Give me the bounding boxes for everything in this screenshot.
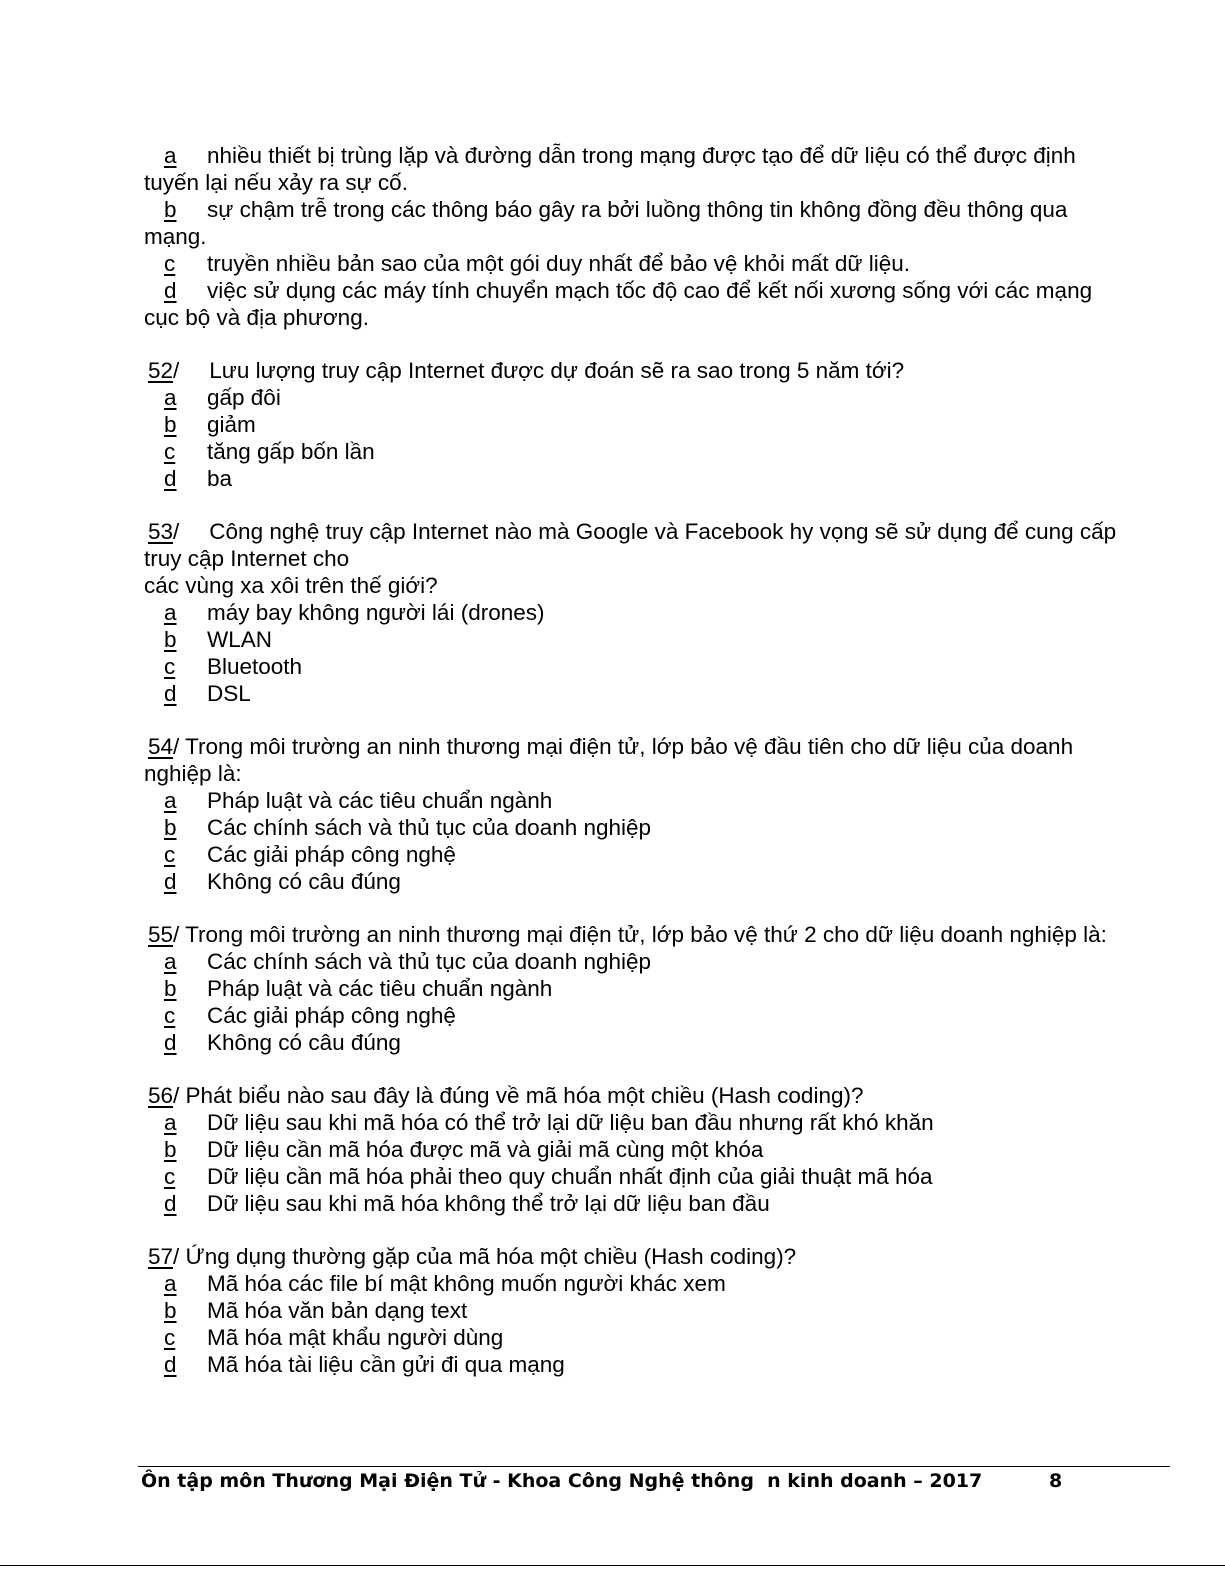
option-text: Các giải pháp công nghệ (207, 842, 456, 867)
option-a (144, 787, 1184, 814)
question-stem: 57/ Ứng dụng thường gặp của mã hóa một chiều (Hash coding)? (148, 1244, 797, 1269)
option-b (144, 975, 1184, 1002)
option-letter: d (164, 1352, 177, 1377)
question-text-continued: các vùng xa xôi trên thế giới? (144, 573, 438, 598)
option-c (144, 1002, 1184, 1029)
question-stem: 55/ Trong môi trường an ninh thương mại điện tử, lớp bảo vệ thứ 2 cho dữ liệu doanh nghiệp là: (148, 922, 1107, 947)
question-57 (144, 1243, 1184, 1378)
option-a (144, 384, 1184, 411)
question-text: Trong môi trường an ninh thương mại điện tử, lớp bảo vệ đầu tiên cho dữ liệu của doanh (185, 734, 1074, 759)
question-text-continued: truy cập Internet cho (144, 546, 350, 571)
option-letter: a (164, 1110, 177, 1135)
option-letter: c (164, 1164, 176, 1189)
option-text: Dữ liệu sau khi mã hóa không thể trở lại dữ liệu ban đầu (207, 1191, 770, 1216)
option-a (144, 142, 1184, 169)
option-text-continued: mạng. (144, 224, 207, 249)
page-bottom-edge (0, 1565, 1225, 1566)
option-c (144, 1163, 1184, 1190)
option-d (144, 277, 1184, 304)
option-a (144, 1109, 1184, 1136)
question-stem: 56/ Phát biểu nào sau đây là đúng về mã hóa một chiều (Hash coding)? (148, 1083, 864, 1108)
option-b (144, 1297, 1184, 1324)
option-text: tăng gấp bốn lần (207, 439, 375, 464)
option-letter: c (164, 1003, 176, 1028)
question-text: Ứng dụng thường gặp của mã hóa một chiều (Hash coding)? (185, 1244, 797, 1269)
option-letter: a (164, 143, 177, 168)
option-text: Các chính sách và thủ tục của doanh nghiệp (207, 815, 652, 840)
option-text: Pháp luật và các tiêu chuẩn ngành (207, 976, 553, 1001)
option-text: WLAN (207, 627, 273, 652)
option-d (144, 1029, 1184, 1056)
question-text: Trong môi trường an ninh thương mại điện tử, lớp bảo vệ thứ 2 cho dữ liệu doanh nghiệp là: (185, 922, 1107, 947)
option-text: Dữ liệu cần mã hóa phải theo quy chuẩn nhất định của giải thuật mã hóa (207, 1164, 933, 1189)
option-letter: d (164, 869, 177, 894)
option-letter: d (164, 466, 177, 491)
question-number: 54 (148, 734, 174, 759)
option-c (144, 653, 1184, 680)
option-text: Mã hóa tài liệu cần gửi đi qua mạng (207, 1352, 565, 1377)
question-55 (144, 921, 1184, 1056)
question-number: 56 (148, 1083, 174, 1108)
option-letter: c (164, 439, 176, 464)
option-letter: b (164, 976, 177, 1001)
option-letter: d (164, 278, 177, 303)
option-letter: b (164, 1137, 177, 1162)
option-c (144, 438, 1184, 465)
option-b (144, 626, 1184, 653)
option-text: Mã hóa các file bí mật không muốn người khác xem (207, 1271, 726, 1296)
option-text: DSL (207, 681, 251, 706)
option-text: Mã hóa mật khẩu người dùng (207, 1325, 504, 1350)
option-text-continued: cục bộ và địa phương. (144, 305, 369, 330)
option-letter: b (164, 1298, 177, 1323)
question-text-continued: nghiệp là: (144, 761, 242, 786)
option-text: sự chậm trễ trong các thông báo gây ra bởi luồng thông tin không đồng đều thông qua (207, 197, 1068, 222)
option-c (144, 841, 1184, 868)
option-letter: b (164, 627, 177, 652)
question-stem: 54/ Trong môi trường an ninh thương mại điện tử, lớp bảo vệ đầu tiên cho dữ liệu của doanh (148, 734, 1074, 759)
question-text: Lưu lượng truy cập Internet được dự đoán sẽ ra sao trong 5 năm tới? (209, 358, 905, 383)
page-number: 8 (1049, 1470, 1063, 1492)
option-letter: a (164, 949, 177, 974)
question-number: 55 (148, 922, 174, 947)
option-letter: a (164, 385, 177, 410)
question-stem: 52/ Lưu lượng truy cập Internet được dự đoán sẽ ra sao trong 5 năm tới? (148, 358, 905, 383)
option-d (144, 1190, 1184, 1217)
option-text: Bluetooth (207, 654, 303, 679)
option-text: Mã hóa văn bản dạng text (207, 1298, 468, 1323)
option-letter: a (164, 788, 177, 813)
option-text: Dữ liệu cần mã hóa được mã và giải mã cùng một khóa (207, 1137, 764, 1162)
option-b (144, 196, 1184, 223)
question-number: 52 (148, 358, 174, 383)
option-b (144, 814, 1184, 841)
question-number: 57 (148, 1244, 174, 1269)
question-56 (144, 1082, 1184, 1217)
option-text: nhiều thiết bị trùng lặp và đường dẫn trong mạng được tạo để dữ liệu có thể được định (207, 143, 1076, 168)
option-b (144, 411, 1184, 438)
option-text: giảm (207, 412, 256, 437)
option-letter: a (164, 600, 177, 625)
option-text: Không có câu đúng (207, 1030, 401, 1055)
option-letter: b (164, 197, 177, 222)
option-c (144, 250, 1184, 277)
option-letter: b (164, 815, 177, 840)
question-51-options (144, 142, 1184, 331)
option-text-continued: tuyến lại nếu xảy ra sự cố. (144, 170, 408, 195)
option-b (144, 1136, 1184, 1163)
option-a (144, 948, 1184, 975)
footer-divider (138, 1466, 1170, 1467)
option-c (144, 1324, 1184, 1351)
document-content (144, 142, 1184, 1378)
option-letter: c (164, 842, 176, 867)
question-text: Công nghệ truy cập Internet nào mà Google và Facebook hy vọng sẽ sử dụng để cung cấp (209, 519, 1117, 544)
option-letter: c (164, 654, 176, 679)
question-number: 53 (148, 519, 174, 544)
question-53 (144, 518, 1184, 707)
option-text: Pháp luật và các tiêu chuẩn ngành (207, 788, 553, 813)
option-text: truyền nhiều bản sao của một gói duy nhất để bảo vệ khỏi mất dữ liệu. (207, 251, 911, 276)
question-52 (144, 357, 1184, 492)
option-text: gấp đôi (207, 385, 281, 410)
option-letter: c (164, 1325, 176, 1350)
question-text: Phát biểu nào sau đây là đúng về mã hóa một chiều (Hash coding)? (185, 1083, 864, 1108)
option-text: Các chính sách và thủ tục của doanh nghiệp (207, 949, 652, 974)
option-text: Các giải pháp công nghệ (207, 1003, 456, 1028)
option-letter: a (164, 1271, 177, 1296)
option-text: việc sử dụng các máy tính chuyển mạch tốc độ cao để kết nối xương sống với các mạng (207, 278, 1093, 303)
option-letter: d (164, 681, 177, 706)
option-text: máy bay không người lái (drones) (207, 600, 545, 625)
option-d (144, 1351, 1184, 1378)
question-stem: 53/ Công nghệ truy cập Internet nào mà Google và Facebook hy vọng sẽ sử dụng để cung cấp (148, 519, 1117, 544)
option-text: Không có câu đúng (207, 869, 401, 894)
option-d (144, 465, 1184, 492)
option-letter: d (164, 1030, 177, 1055)
option-text: Dữ liệu sau khi mã hóa có thể trở lại dữ liệu ban đầu nhưng rất khó khăn (207, 1110, 934, 1135)
option-letter: d (164, 1191, 177, 1216)
option-text: ba (207, 466, 233, 491)
option-letter: c (164, 251, 176, 276)
option-d (144, 868, 1184, 895)
option-d (144, 680, 1184, 707)
option-a (144, 1270, 1184, 1297)
option-letter: b (164, 412, 177, 437)
option-a (144, 599, 1184, 626)
question-54 (144, 733, 1184, 895)
footer-title: Ôn tập môn Thương Mại Điện Tử - Khoa Công Nghệ thông n kinh doanh – 2017 (141, 1470, 983, 1492)
